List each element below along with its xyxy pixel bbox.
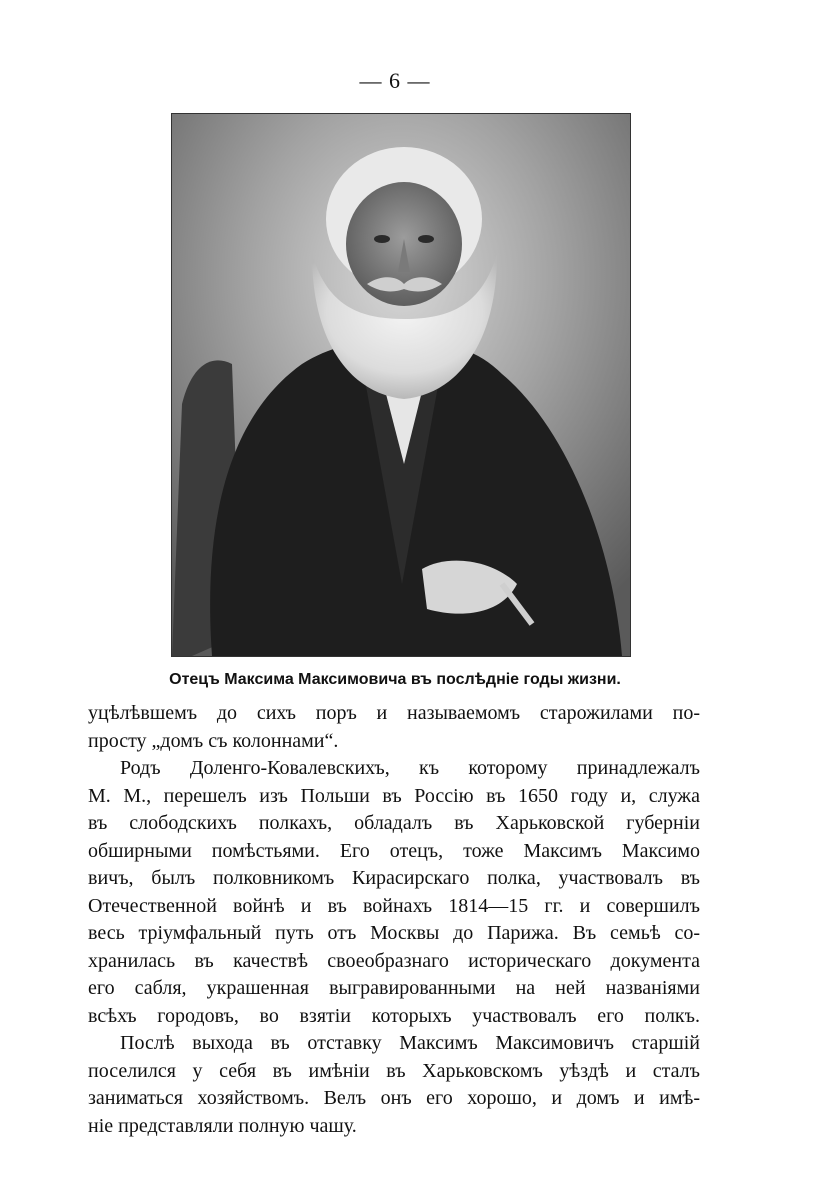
text-line: въ слободскихъ полкахъ, обладалъ въ Харьковской губерніи bbox=[88, 812, 700, 834]
text-line: уцѣлѣвшемъ до сихъ поръ и называемомъ старожилами по- bbox=[88, 702, 700, 724]
text-line: М. М., перешелъ изъ Польши въ Россію въ 1650 году и, служа bbox=[88, 784, 700, 807]
portrait-illustration bbox=[172, 114, 630, 656]
text-line: всѣхъ городовъ, во взятіи которыхъ участвовалъ его полкъ. bbox=[88, 1004, 700, 1027]
text-line: ніе представляли полную чашу. bbox=[88, 1114, 357, 1137]
page-number: — 6 — bbox=[359, 68, 431, 93]
text-line: заниматься хозяйствомъ. Велъ онъ его хорошо, и домъ и имѣ- bbox=[88, 1087, 700, 1109]
text-line: Родъ Доленго-Ковалевскихъ, къ которому принадлежалъ bbox=[120, 757, 700, 779]
text-line: поселился у себя въ имѣніи въ Харьковскомъ уѣздѣ и сталъ bbox=[88, 1059, 700, 1082]
text-line: весь тріумфальный путь отъ Москвы до Парижа. Въ семьѣ со- bbox=[88, 922, 700, 944]
text-line: Отечественной войнѣ и въ войнахъ 1814—15 гг. и совершилъ bbox=[88, 894, 700, 917]
text-line: обширными помѣстьями. Его отецъ, тоже Максимъ Максимо bbox=[88, 839, 700, 862]
body-text bbox=[88, 700, 700, 1140]
text-line: Послѣ выхода въ отставку Максимъ Максимовичъ старшій bbox=[120, 1032, 700, 1054]
text-line: просту „домъ съ колоннами“. bbox=[88, 729, 339, 752]
portrait-photo bbox=[171, 113, 631, 657]
text-line: хранилась въ качествѣ своеобразнаго историческаго документа bbox=[88, 949, 700, 972]
text-line: его сабля, украшенная выгравированными на ней названіями bbox=[88, 977, 700, 999]
text-line: вичъ, былъ полковникомъ Кирасирскаго полка, участвовалъ въ bbox=[88, 867, 700, 889]
figure-caption: Отецъ Максима Максимовича въ послѣдніе годы жизни. bbox=[169, 671, 621, 688]
